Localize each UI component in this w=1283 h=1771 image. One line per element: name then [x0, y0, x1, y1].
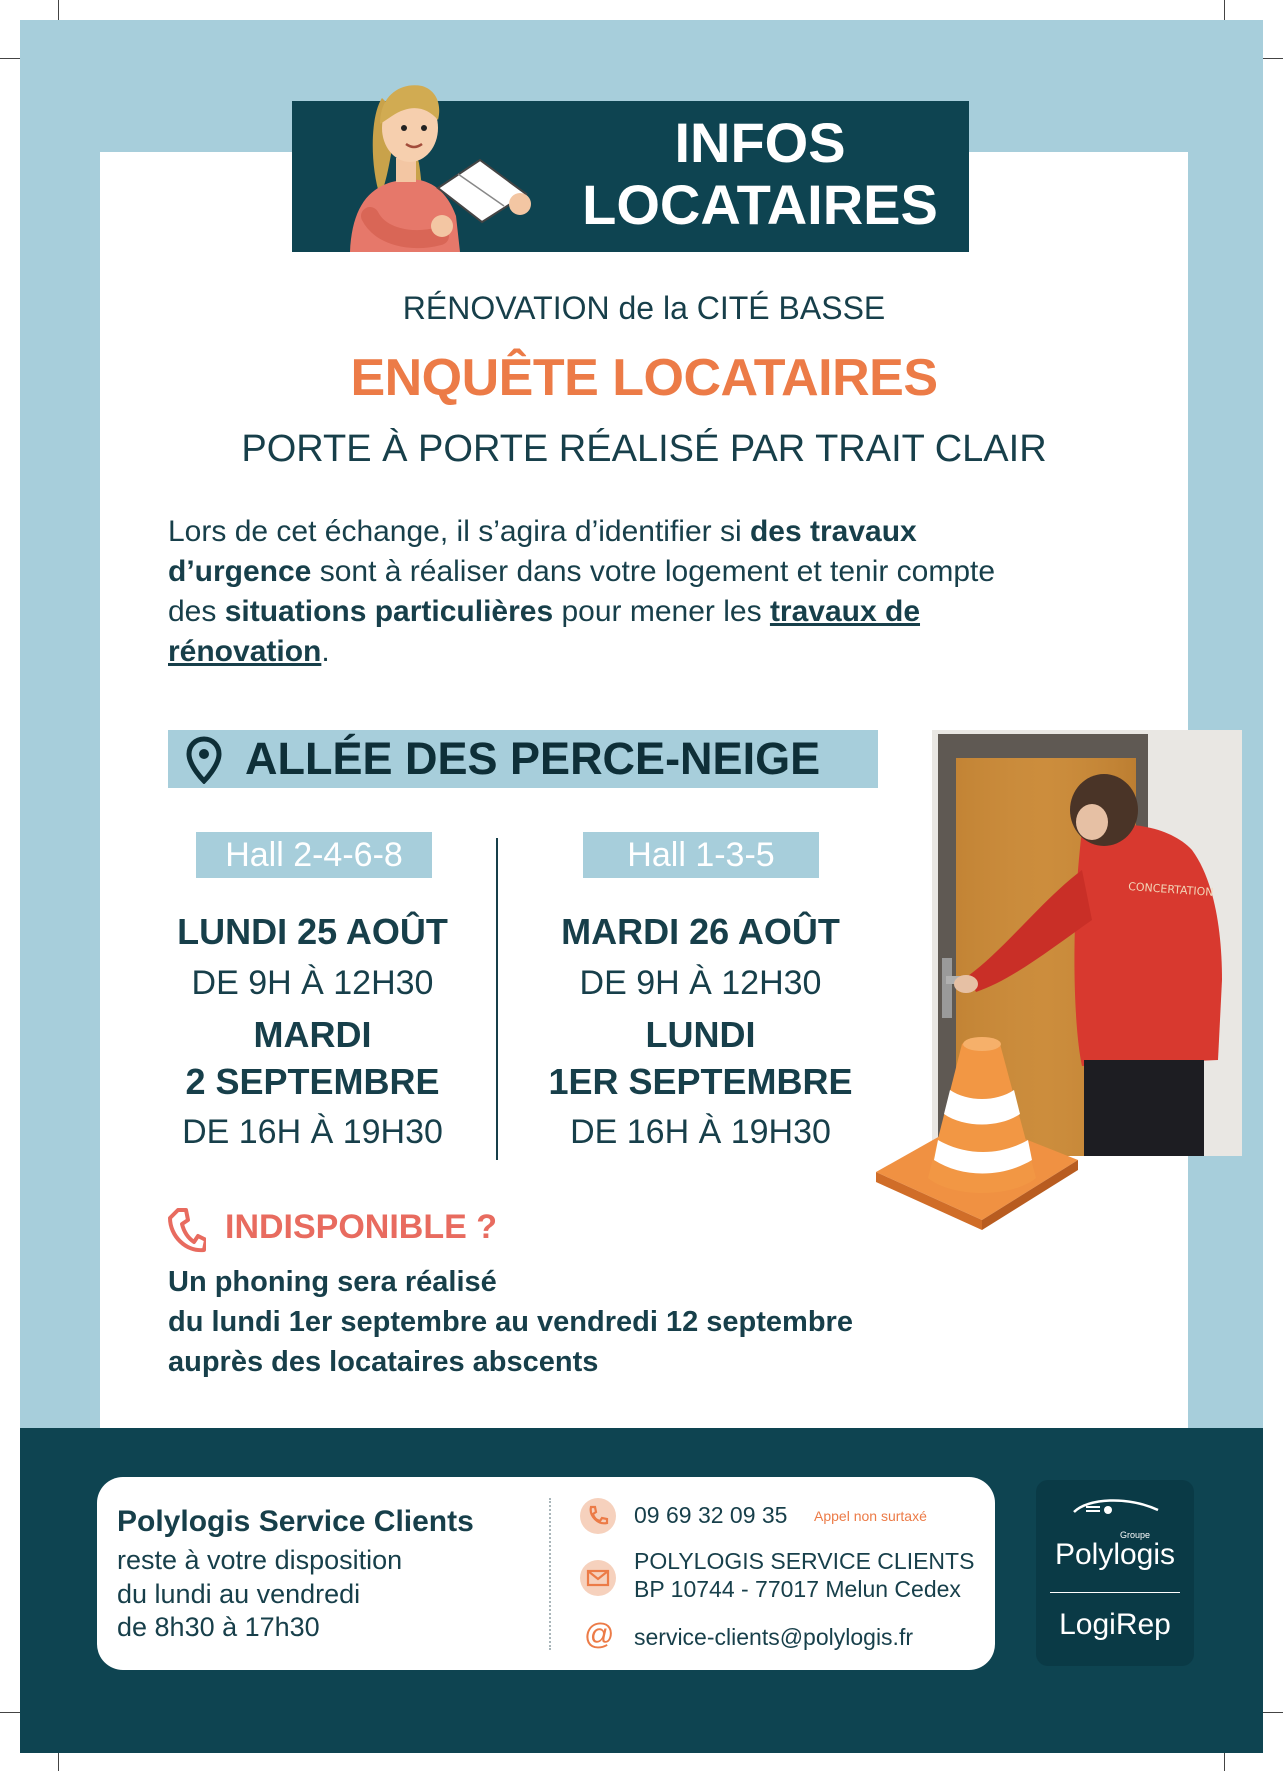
hall-left-label: Hall 2-4-6-8 [196, 832, 432, 878]
schedule-right-time1: DE 9H À 12H30 [579, 964, 822, 1002]
phone-icon [166, 1206, 206, 1254]
header-title [560, 112, 960, 236]
intro-bold-urgent-works: des travaux d’urgence [168, 515, 917, 588]
schedule-left-day2-line2: 2 SEPTEMBRE [185, 1061, 440, 1102]
jacket-text: CONCERTATION [1127, 880, 1214, 899]
contact-phone[interactable]: 09 69 32 09 35 [634, 1502, 788, 1528]
contact-title: Polylogis Service Clients [117, 1505, 474, 1538]
intro-text: sont à réaliser dans votre logement et tenir compte des [168, 555, 996, 628]
contact-divider [549, 1498, 551, 1650]
contact-address-line2: BP 10744 - 77017 Melun Cedex [634, 1576, 961, 1602]
contact-email[interactable]: service-clients@polylogis.fr [634, 1624, 913, 1650]
intro-text: . [321, 635, 330, 668]
schedule-left-time1: DE 9H À 12H30 [191, 964, 434, 1002]
schedule-left-day2-line1: MARDI [253, 1014, 372, 1055]
schedule-right-day2-line2: 1ER SEPTEMBRE [548, 1061, 853, 1102]
schedule-left-time2: DE 16H À 19H30 [182, 1113, 443, 1151]
schedule-left-day1: LUNDI 25 AOÛT [177, 911, 448, 952]
schedule-right-time2: DE 16H À 19H30 [570, 1113, 831, 1151]
intro-underline-renovation: travaux de rénovation [168, 595, 921, 668]
intro-text: Lors de cet échange, il s’agira d’identifier si [168, 515, 750, 548]
intro-paragraph [168, 512, 1048, 672]
contact-phone-note: Appel non surtaxé [814, 1508, 927, 1524]
logo-sub: LogiRep [1059, 1608, 1171, 1641]
unavailable-line1: Un phoning sera réalisé [168, 1266, 497, 1298]
street-name: ALLÉE DES PERCE-NEIGE [245, 733, 821, 784]
traffic-cone-illustration [872, 1030, 1084, 1230]
unavailable-line3: auprès des locataires abscents [168, 1346, 599, 1378]
hall-right-label: Hall 1-3-5 [583, 832, 819, 878]
logo-mark-icon [1068, 1496, 1164, 1520]
renovation-subtitle: RÉNOVATION de la CITÉ BASSE [402, 290, 886, 326]
phone-icon [580, 1498, 616, 1534]
unavailable-line2: du lundi 1er septembre au vendredi 12 septembre [168, 1306, 853, 1338]
intro-text: pour mener les [553, 595, 770, 628]
location-pin-icon [186, 736, 222, 784]
header-title-line1: INFOS [674, 111, 846, 174]
logo-brand: Polylogis [1054, 1538, 1176, 1571]
woman-reading-illustration [330, 76, 540, 252]
schedule-right-day2-line1: LUNDI [645, 1014, 756, 1055]
envelope-icon [580, 1560, 616, 1596]
intro-bold-situations: situations particulières [224, 595, 554, 628]
column-divider [496, 838, 498, 1160]
schedule-left [140, 908, 485, 1160]
unavailable-title: INDISPONIBLE ? [225, 1208, 498, 1246]
contact-line1: reste à votre disposition [117, 1545, 403, 1575]
logo-separator [1050, 1592, 1180, 1593]
header-title-line2: LOCATAIRES [582, 173, 938, 236]
logo-groupe: Groupe [1120, 1530, 1151, 1540]
contact-address-line1: POLYLOGIS SERVICE CLIENTS [634, 1548, 975, 1574]
contact-line2: du lundi au vendredi [117, 1579, 361, 1609]
main-title: ENQUÊTE LOCATAIRES [350, 349, 938, 407]
unavailable-text [168, 1262, 853, 1382]
contact-line3: de 8h30 à 17h30 [117, 1612, 320, 1642]
door-to-door-subtitle: PORTE À PORTE RÉALISÉ PAR TRAIT CLAIR [241, 428, 1047, 470]
schedule-right-day1: MARDI 26 AOÛT [561, 911, 840, 952]
schedule-right [528, 908, 873, 1160]
at-icon: @ [584, 1618, 615, 1651]
